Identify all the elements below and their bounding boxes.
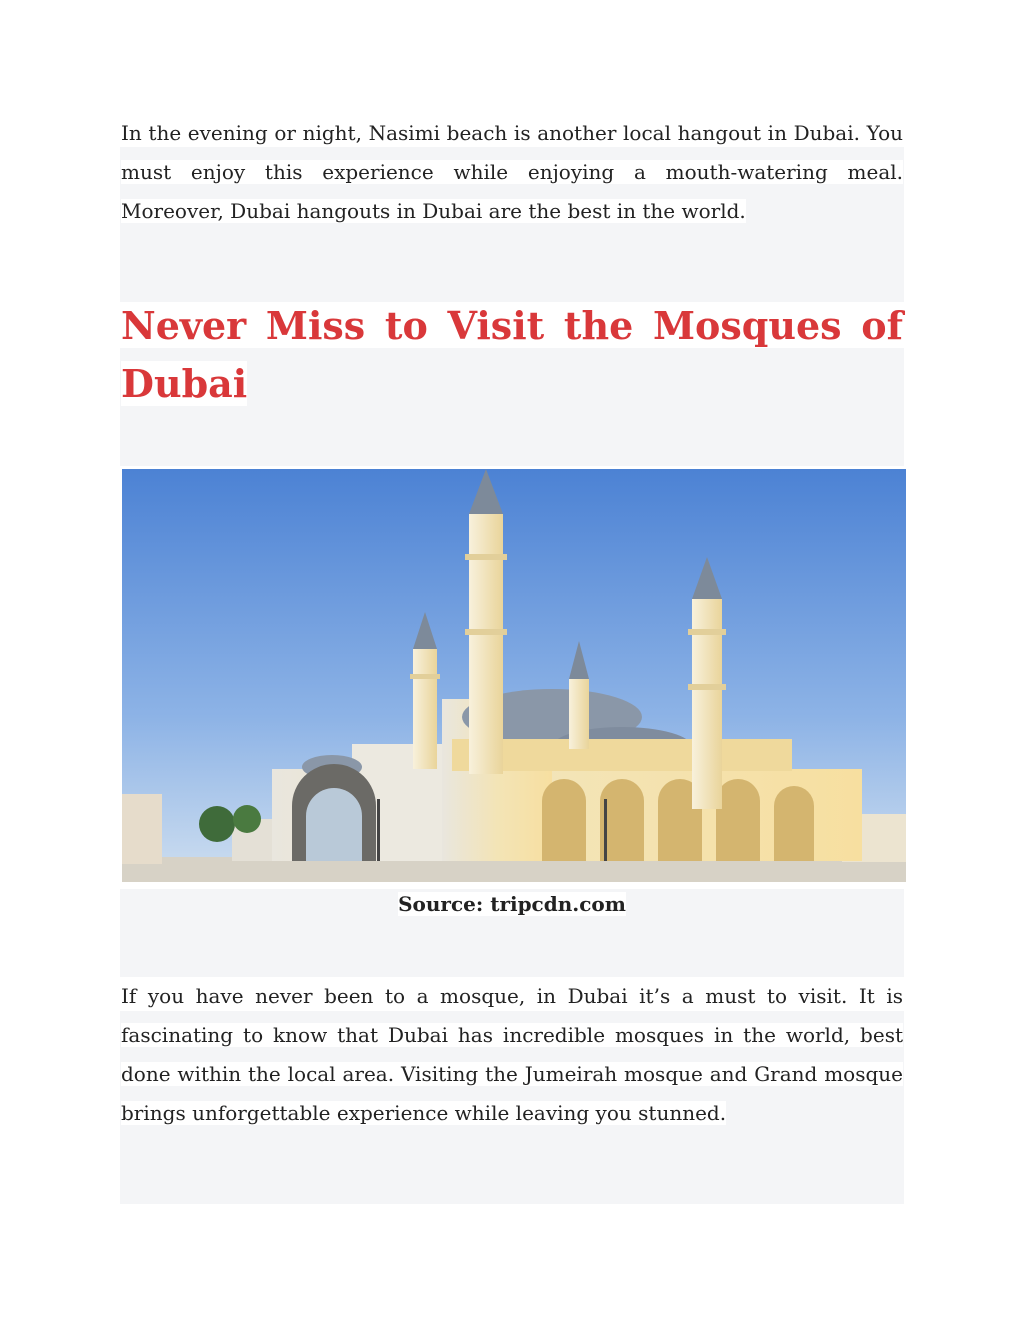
body-text: If you have never been to a mosque, in Dubai it’s a must to visit. It is fascinating to know that Dubai has incredible mosques in the world, best done within the local area. Visiting the Jumeirah mosque and Grand mosque brings unforgettable experience while leaving you stunned. <box>121 984 903 1125</box>
mosque-photo-icon <box>122 469 906 882</box>
body-paragraph <box>121 977 903 1133</box>
section-heading-text: Never Miss to Visit the Mosques of Dubai <box>121 303 903 406</box>
section-heading <box>121 297 903 413</box>
intro-text: In the evening or night, Nasimi beach is another local hangout in Dubai. You must enjoy this experience while enjoying a mouth-watering meal. Moreover, Dubai hangouts in Dubai are the best in the world. <box>121 121 903 223</box>
intro-paragraph <box>121 114 903 231</box>
image-caption-text: Source: tripcdn.com <box>398 892 626 916</box>
image-caption <box>120 889 904 919</box>
mosque-photo <box>122 469 906 882</box>
